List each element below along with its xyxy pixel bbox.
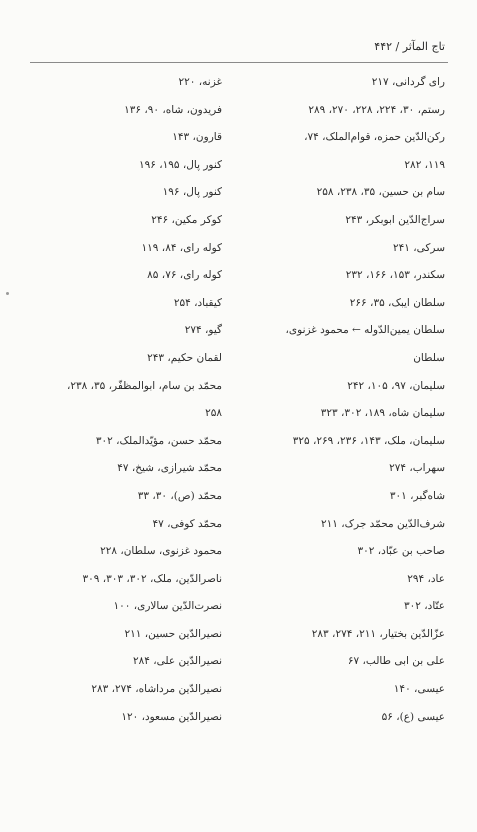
index-entry: شرف‌الدّین محمّد جرک، ۲۱۱ bbox=[320, 517, 445, 530]
index-column-left bbox=[17, 76, 222, 738]
index-entry: کنور پال، ۱۹۵، ۱۹۶ bbox=[138, 158, 222, 171]
index-entry: سلیمان، ملک، ۱۴۳، ۲۳۶، ۲۶۹، ۳۲۵ bbox=[292, 434, 445, 447]
index-entry: غزنه، ۲۲۰ bbox=[178, 76, 222, 88]
index-entry: رستم، ۳۰، ۲۲۴، ۲۲۸، ۲۷۰، ۲۸۹ bbox=[308, 103, 445, 116]
index-entry: سلطان یمین‌الدّوله ← محمود غزنوی، bbox=[285, 324, 445, 337]
index-entry: نصرت‌الدّین سالاری، ۱۰۰ bbox=[113, 600, 222, 613]
index-entry: لقمان حکیم، ۲۴۳ bbox=[147, 351, 222, 364]
header-divider bbox=[30, 62, 448, 63]
index-entry: سلیمان شاه، ۱۸۹، ۳۰۲، ۳۲۳ bbox=[320, 407, 445, 420]
index-entry: نصیرالدّین مسعود، ۱۲۰ bbox=[121, 710, 222, 723]
index-entry: کوله رای، ۷۶، ۸۵ bbox=[147, 269, 222, 282]
index-entry: کوکر مکین، ۲۴۶ bbox=[151, 213, 222, 226]
index-entry: قارون، ۱۴۳ bbox=[172, 131, 222, 144]
index-entry: محمّد (ص)، ۳۰، ۳۳ bbox=[137, 489, 222, 502]
index-entry: نصیرالدّین حسین، ۲۱۱ bbox=[124, 627, 222, 640]
index-entry: ۱۱۹، ۲۸۲ bbox=[404, 158, 445, 171]
index-entry: سلطان bbox=[413, 351, 445, 364]
index-entry: عیسی، ۱۴۰ bbox=[393, 683, 445, 696]
index-entry: گیو، ۲۷۴ bbox=[184, 324, 222, 337]
index-entry: سکندر، ۱۵۳، ۱۶۶، ۲۳۲ bbox=[345, 269, 445, 282]
index-entry: عزّالدّین بختیار، ۲۱۱، ۲۷۴، ۲۸۳ bbox=[311, 627, 445, 640]
running-header: تاج المآثر / ۴۴۲ bbox=[374, 40, 445, 53]
index-entry: فریدون، شاه، ۹۰، ۱۳۶ bbox=[124, 103, 222, 116]
index-entry: نصیرالدّین مرداشاه، ۲۷۴، ۲۸۳ bbox=[91, 683, 222, 696]
index-entry: ۲۵۸ bbox=[205, 407, 222, 420]
index-entry: محمّد بن سام، ابوالمظفّر، ۳۵، ۲۳۸، bbox=[66, 379, 222, 392]
index-entry: محمّد حسن، مؤیّدالملک، ۳۰۲ bbox=[95, 434, 222, 447]
index-entry: رکن‌الدّین حمزه، قوام‌الملک، ۷۴، bbox=[304, 131, 445, 144]
index-entry: سرکی، ۲۴۱ bbox=[393, 241, 445, 254]
index-entry: سهراب، ۲۷۴ bbox=[389, 462, 445, 475]
index-entry: سلطان ایبک، ۳۵، ۲۶۶ bbox=[349, 296, 445, 309]
index-entry: علی بن ابی طالب، ۶۷ bbox=[347, 655, 445, 668]
index-entry: رای گردانی، ۲۱۷ bbox=[371, 76, 445, 88]
index-entry: صاحب بن عبّاد، ۳۰۲ bbox=[357, 545, 445, 558]
index-entry: عتّاد، ۳۰۲ bbox=[404, 600, 445, 613]
index-entry: کیقباد، ۲۵۴ bbox=[173, 296, 222, 309]
index-entry: سام بن حسین، ۳۵، ۲۳۸، ۲۵۸ bbox=[316, 186, 445, 199]
index-entry: کنور پال، ۱۹۶ bbox=[162, 186, 222, 199]
index-column-right bbox=[227, 76, 445, 738]
index-entry: محمود غزنوی، سلطان، ۲۲۸ bbox=[100, 545, 222, 558]
index-entry: عیسی (ع)، ۵۶ bbox=[381, 710, 445, 723]
index-entry: ناصرالدّین، ملک، ۳۰۲، ۳۰۳، ۳۰۹ bbox=[82, 572, 222, 585]
index-entry: شاه‌گبر، ۳۰۱ bbox=[389, 489, 445, 502]
index-entry: سلیمان، ۹۷، ۱۰۵، ۲۴۲ bbox=[347, 379, 445, 392]
index-entry: محمّد شیرازی، شیخ، ۴۷ bbox=[117, 462, 222, 475]
index-entry: محمّد کوفی، ۴۷ bbox=[152, 517, 222, 530]
index-entry: عاد، ۲۹۴ bbox=[407, 572, 445, 585]
index-entry: کوله رای، ۸۴، ۱۱۹ bbox=[141, 241, 222, 254]
index-entry: سراج‌الدّین ابوبکر، ۲۴۳ bbox=[345, 213, 445, 226]
margin-mark bbox=[6, 292, 9, 295]
index-entry: نصیرالدّین علی، ۲۸۴ bbox=[132, 655, 222, 668]
